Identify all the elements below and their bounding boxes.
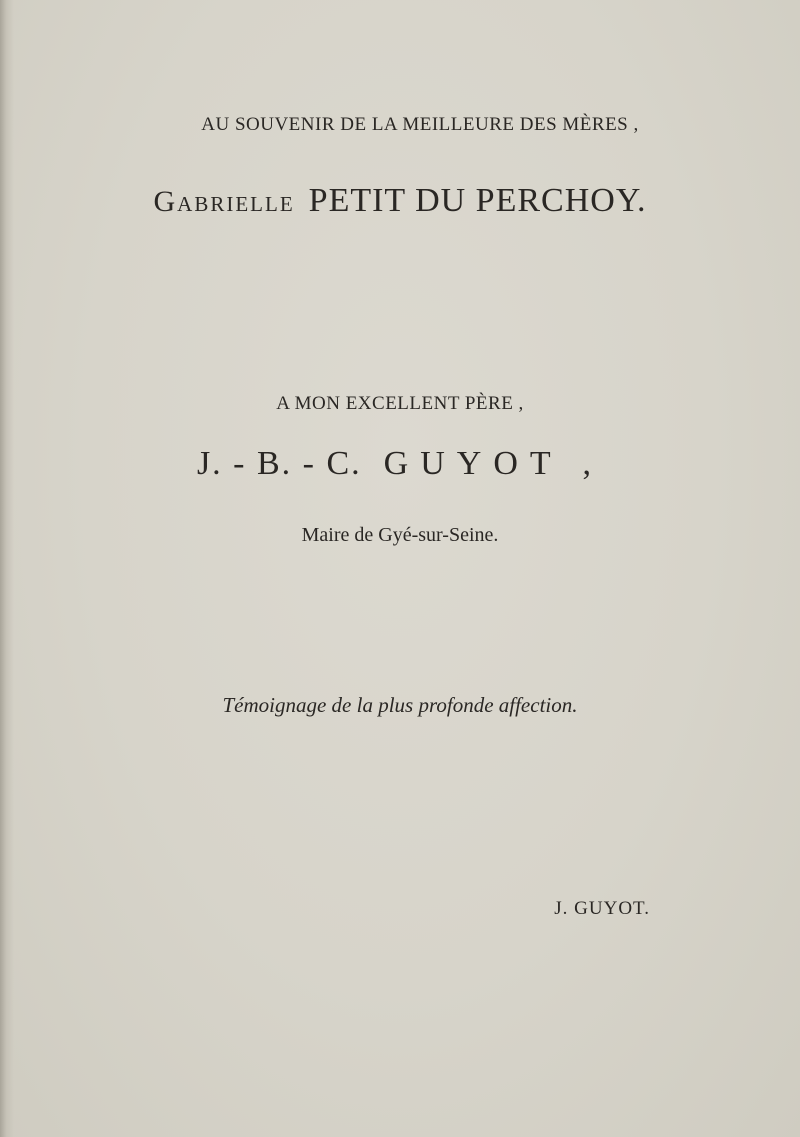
mother-family-name: PETIT DU PERCHOY. <box>308 182 647 219</box>
page-spine-shadow <box>0 0 14 1137</box>
tribute-line: Témoignage de la plus profonde affection. <box>222 693 578 717</box>
mother-name <box>0 182 800 220</box>
father-family-name: GUYOT , <box>383 445 604 482</box>
dedication-to-father: A MON EXCELLENT PÈRE , <box>276 393 524 414</box>
mother-given-name: Gabrielle <box>153 185 295 218</box>
father-name <box>0 445 800 483</box>
author-signature: J. GUYOT. <box>554 898 650 919</box>
father-title: Maire de Gyé-sur-Seine. <box>301 524 499 546</box>
father-initials: J. - B. - C. <box>196 445 362 482</box>
dedication-to-mother: AU SOUVENIR DE LA MEILLEURE DES MÈRES , <box>201 114 639 135</box>
